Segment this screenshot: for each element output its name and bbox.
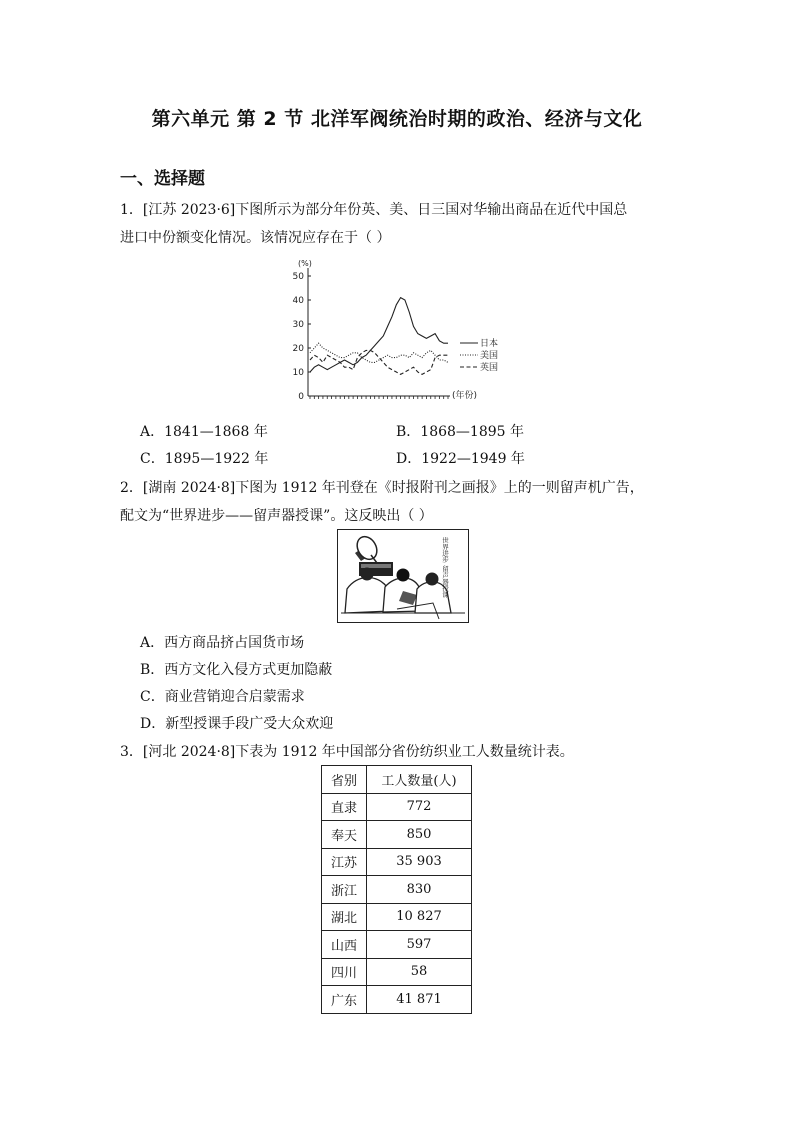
q2-option-a[interactable]: A．西方商品挤占国货市场 (140, 635, 305, 651)
province-cell: 浙江 (322, 876, 367, 904)
province-cell: 四川 (322, 958, 367, 986)
table-row (322, 876, 472, 904)
y-axis-label: (%) (298, 259, 312, 268)
header-worker-count: 工人数量(人) (367, 766, 472, 794)
question-2-line-2: 配文为“世界进步——留声器授课”。这反映出（ ） (120, 508, 433, 524)
y-tick-label: 40 (292, 296, 304, 306)
header-province: 省别 (322, 766, 367, 794)
q1-option-c[interactable]: C．1895—1922 年 (140, 451, 269, 467)
legend-label: 日本 (480, 339, 499, 349)
q1-option-a[interactable]: A．1841—1868 年 (140, 424, 268, 440)
worker-count-cell: 41 871 (367, 986, 472, 1014)
q1-option-d[interactable]: D．1922—1949 年 (396, 451, 525, 467)
q2-option-d[interactable]: D．新型授课手段广受大众欢迎 (140, 716, 334, 732)
table-row (322, 793, 472, 821)
province-cell: 山西 (322, 931, 367, 959)
table-row (322, 821, 472, 849)
x-axis-label: (年份) (452, 391, 478, 401)
series-line-2 (310, 343, 448, 362)
worker-count-cell: 850 (367, 821, 472, 849)
worker-count-cell: 58 (367, 958, 472, 986)
question-2-line-1: 2．[湖南 2024·8]下图为 1912 年刊登在《时报附刊之画报》上的一则留声机广告， (120, 480, 644, 496)
province-cell: 直隶 (322, 793, 367, 821)
table-row (322, 931, 472, 959)
table-row (322, 903, 472, 931)
textile-workers-table (321, 765, 472, 1014)
province-cell: 广东 (322, 986, 367, 1014)
trade-share-chart (282, 256, 522, 406)
legend-label: 英国 (480, 363, 499, 373)
y-tick-label: 50 (292, 272, 304, 282)
question-1-line-1: 1．[江苏 2023·6]下图所示为部分年份英、美、日三国对华输出商品在近代中国总 (120, 202, 628, 218)
worker-count-cell: 10 827 (367, 903, 472, 931)
question-3-line-1: 3．[河北 2024·8]下表为 1912 年中国部分省份纺织业工人数量统计表。 (120, 744, 574, 760)
worker-count-cell: 597 (367, 931, 472, 959)
question-1-line-2: 进口中份额变化情况。该情况应存在于（ ） (120, 230, 391, 246)
section-heading: 一、选择题 (120, 169, 205, 189)
question-2 (120, 474, 680, 530)
question-1 (120, 196, 680, 252)
table-row (322, 848, 472, 876)
table-header-row (322, 766, 472, 794)
y-tick-label: 10 (292, 368, 304, 378)
series-line-3 (310, 350, 448, 374)
q1-option-b[interactable]: B．1868—1895 年 (396, 424, 524, 440)
ad-caption: 世界进步 留声器授课 (441, 537, 449, 598)
table-row (322, 986, 472, 1014)
q2-option-b[interactable]: B．西方文化入侵方式更加隐蔽 (140, 662, 333, 678)
worker-count-cell: 830 (367, 876, 472, 904)
y-tick-label: 30 (292, 320, 304, 330)
province-cell: 江苏 (322, 848, 367, 876)
series-line-1 (310, 298, 448, 372)
worker-count-cell: 772 (367, 793, 472, 821)
gramophone-ad-illustration (337, 529, 469, 623)
legend-label: 美国 (480, 351, 499, 361)
y-tick-label: 0 (298, 392, 304, 402)
worker-count-cell: 35 903 (367, 848, 472, 876)
province-cell: 湖北 (322, 903, 367, 931)
q2-option-c[interactable]: C．商业营销迎合启蒙需求 (140, 689, 305, 705)
y-tick-label: 20 (292, 344, 304, 354)
province-cell: 奉天 (322, 821, 367, 849)
question-3 (120, 738, 680, 766)
table-row (322, 958, 472, 986)
page-title: 第六单元 第 2 节 北洋军阀统治时期的政治、经济与文化 (151, 108, 643, 130)
